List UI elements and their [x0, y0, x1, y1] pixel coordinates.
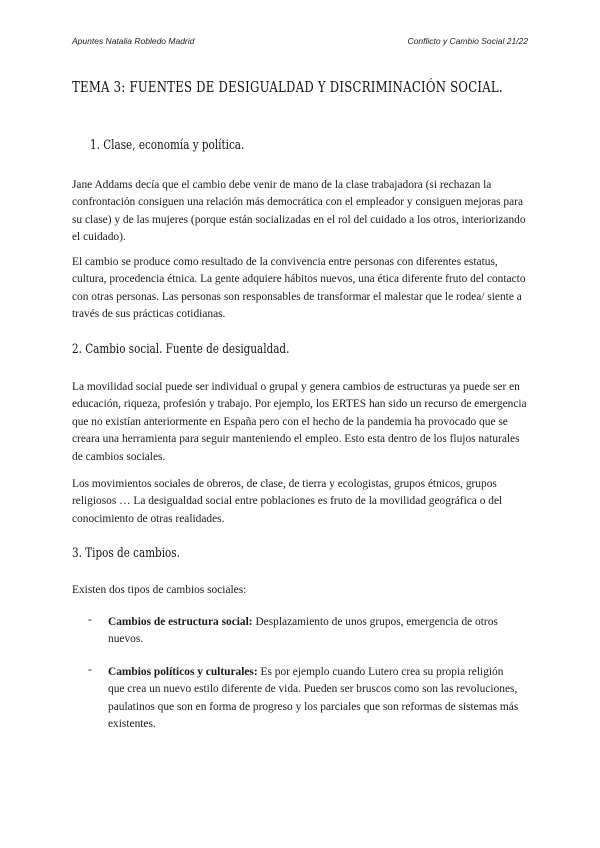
section-3-heading: 3. Tipos de cambios.: [72, 546, 180, 561]
bullet-text: [108, 664, 520, 734]
section-2-paragraph-2: Los movimientos sociales de obreros, de clase, de tierra y ecologistas, grupos étnicos, grupos religiosos … La desigualdad social entre poblaciones es fruto de la movilidad geográfica o del conocimiento de otras realidades.: [72, 478, 503, 525]
header-author: Apuntes Natalia Robledo Madrid: [72, 36, 195, 46]
bullet-marker: -: [88, 664, 92, 676]
bullet-term: Cambios políticos y culturales:: [108, 666, 258, 678]
section-2-heading: 2. Cambio social. Fuente de desigualdad.: [72, 342, 290, 357]
bullet-description: Es por ejemplo cuando Lutero crea su propia religión que crea un nuevo estilo diferente de vida. Pueden ser bruscos como son las revoluciones, paulatinos que son en forma de progreso y los parciales que son reformas de sistemas más existentes.: [108, 666, 519, 731]
page-header: [72, 36, 528, 50]
section-3-intro: Existen dos tipos de cambios sociales:: [72, 584, 247, 596]
bullet-description: Desplazamiento de unos grupos, emergencia de otros nuevos.: [108, 616, 498, 646]
section-1-heading: 1. Clase, economía y política.: [90, 138, 245, 153]
section-2-paragraph-1: La movilidad social puede ser individual o grupal y genera cambios de estructuras ya puede ser en educación, riqueza, profesión y trabajo. Por ejemplo, los ERTES han sido un recurso de emergencia que no existían anteriormente en España pero con el hecho de la pandemia ha provocado que se creara una herramienta para seguir manteniendo el empleo. Esto esta dentro de los flujos naturales de cambios sociales.: [72, 381, 527, 463]
bullet-term: Cambios de estructura social:: [108, 616, 253, 628]
header-course: Conflicto y Cambio Social 21/22: [407, 36, 528, 46]
section-1-paragraph-1: Jane Addams decía que el cambio debe venir de mano de la clase trabajadora (si rechazan la confrontación consiguen una relación más democrática con el empleador y consiguen mejoras para su clase) y de las mujeres (porque están socializadas en el rol del cuidado a los otros, interiorizando el cuidado).: [72, 179, 526, 244]
bullet-text: [108, 614, 520, 649]
bullet-marker: -: [88, 614, 92, 626]
section-1-paragraph-2: El cambio se produce como resultado de la convivencia entre personas con diferentes estatus, cultura, procedencia étnica. La gente adquiere hábitos nuevos, una ética diferente fruto del contacto con otras personas. Las personas son responsables de transformar el malestar que le rodea/ siente a través de sus prácticas cotidianas.: [72, 256, 526, 321]
page-title: TEMA 3: FUENTES DE DESIGUALDAD Y DISCRIMINACIÓN SOCIAL.: [72, 78, 503, 96]
